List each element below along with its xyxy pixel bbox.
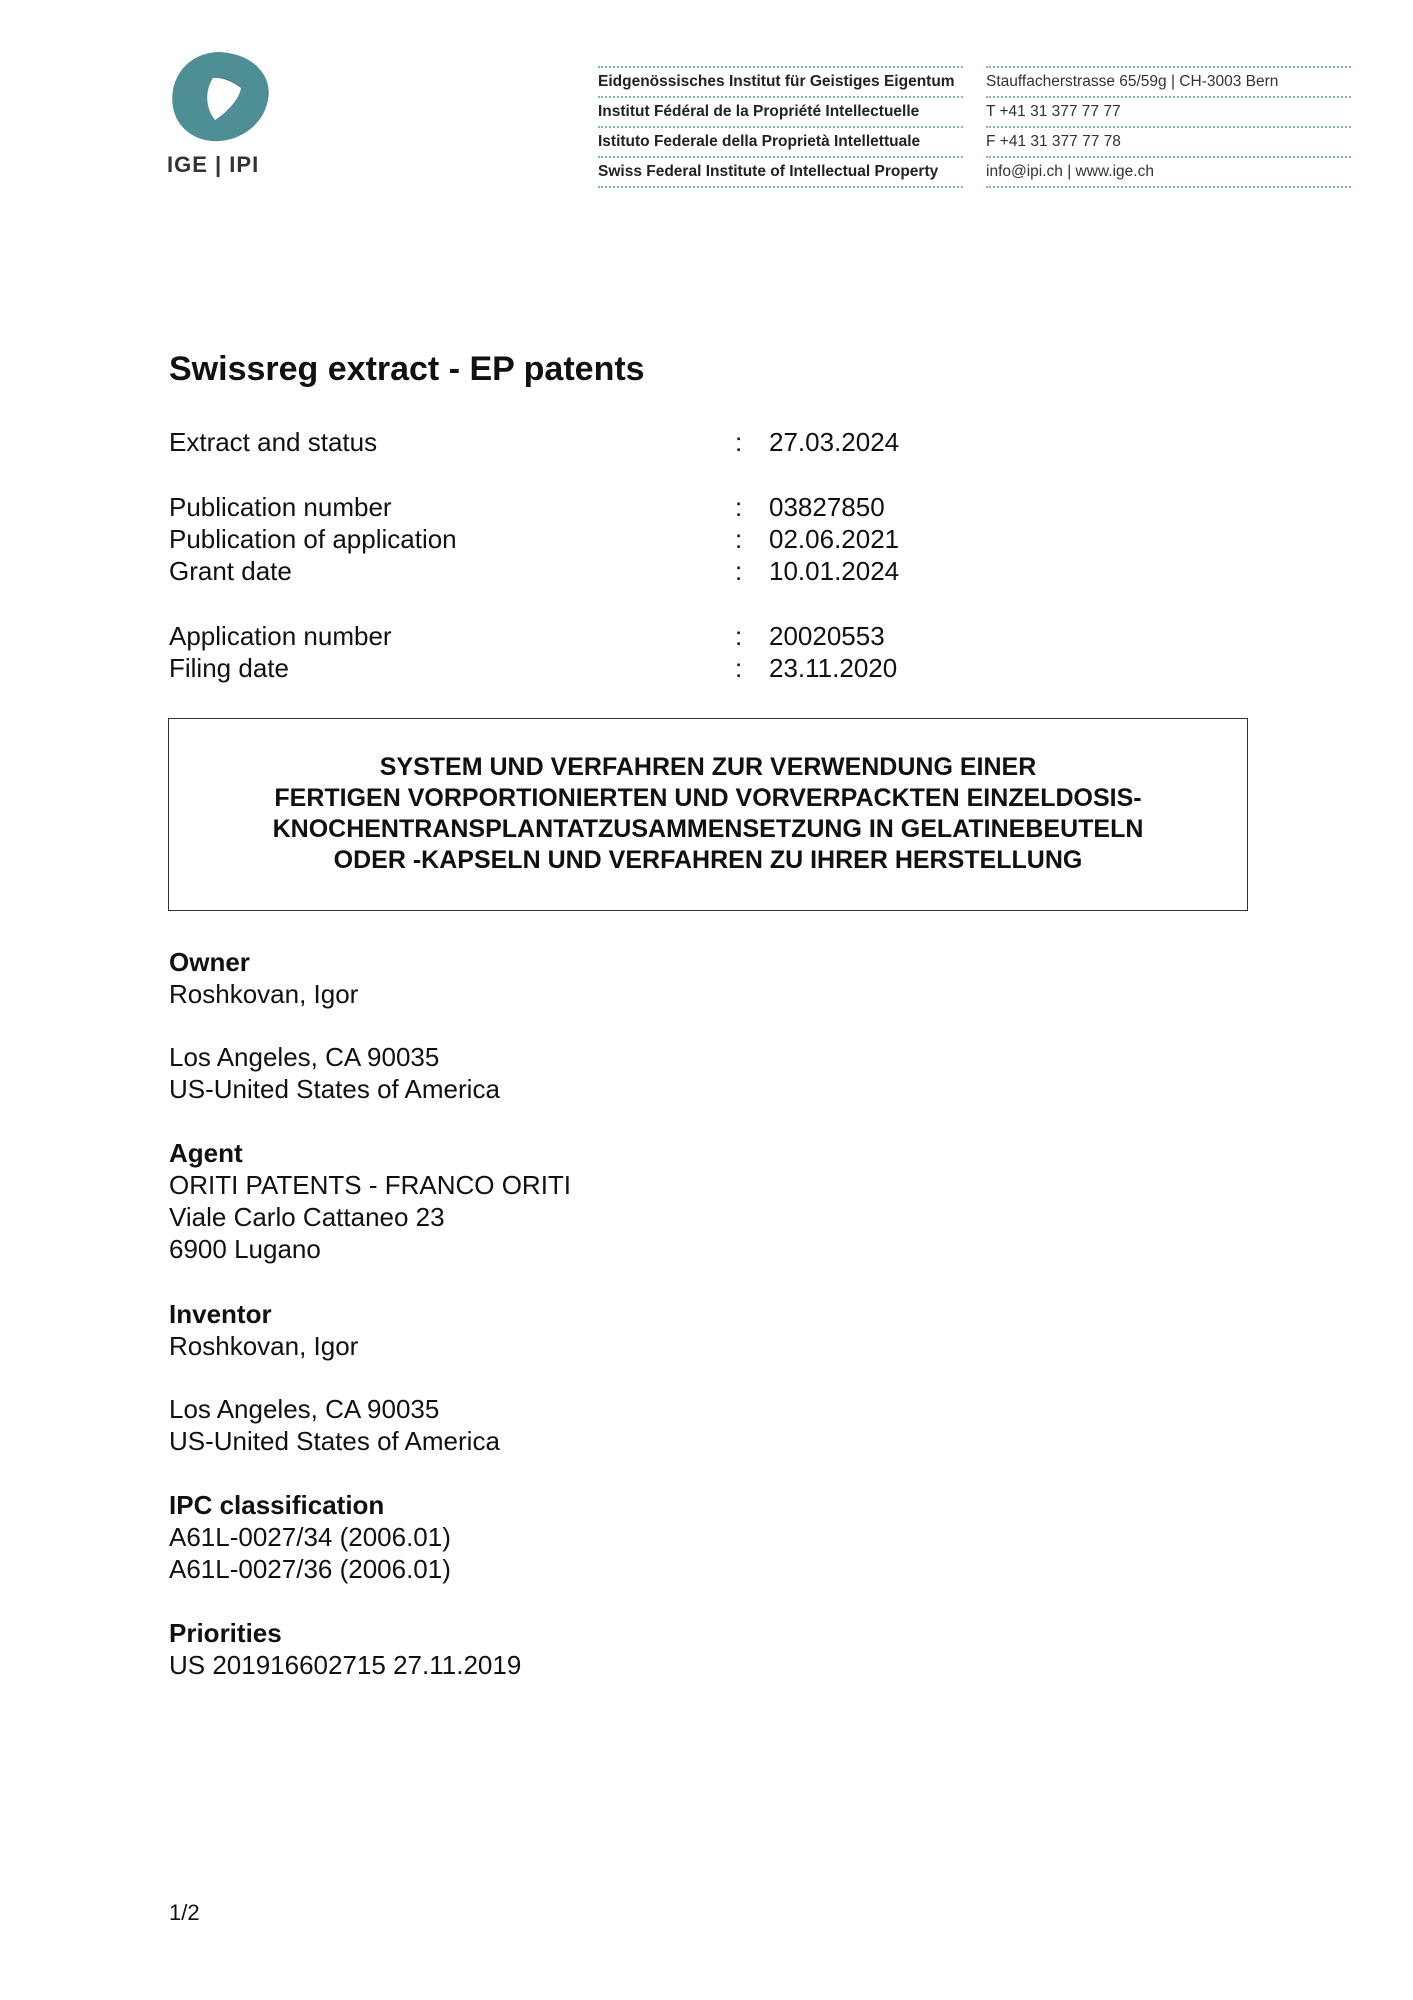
document-title: Swissreg extract - EP patents — [169, 350, 645, 388]
field-colon: : — [735, 427, 743, 457]
agent-city: 6900 Lugano — [169, 1234, 321, 1264]
field-value: 27.03.2024 — [769, 427, 900, 457]
patent-title-line: KNOCHENTRANSPLANTATZUSAMMENSETZUNG IN GELATINEBEUTELN — [272, 815, 1144, 843]
agent-street: Viale Carlo Cattaneo 23 — [169, 1202, 445, 1232]
ipc-item: A61L-0027/36 (2006.01) — [169, 1554, 451, 1584]
patent-title-box — [168, 718, 1248, 911]
priority-item: US 201916602715 27.11.2019 — [169, 1650, 522, 1680]
patent-title-line: SYSTEM UND VERFAHREN ZUR VERWENDUNG EINER — [379, 753, 1037, 781]
owner-country: US-United States of America — [169, 1074, 500, 1104]
owner-name: Roshkovan, Igor — [169, 979, 359, 1009]
field-colon: : — [735, 653, 743, 683]
contact-phone: T +41 31 377 77 77 — [986, 96, 1351, 126]
field-label: Publication of application — [169, 524, 457, 554]
owner-heading: Owner — [169, 947, 250, 977]
contact-address: Stauffacherstrasse 65/59g | CH-3003 Bern — [986, 66, 1351, 96]
inventor-heading: Inventor — [169, 1299, 272, 1329]
field-label: Grant date — [169, 556, 292, 586]
institute-name-fr: Institut Fédéral de la Propriété Intellectuelle — [598, 96, 963, 126]
field-colon: : — [735, 621, 743, 651]
field-label: Publication number — [169, 492, 392, 522]
institute-name-de: Eidgenössisches Institut für Geistiges Eigentum — [598, 66, 963, 96]
field-value: 20020553 — [769, 621, 885, 651]
field-label: Extract and status — [169, 427, 378, 457]
field-colon: : — [735, 524, 743, 554]
logo-text: IGE | IPI — [167, 152, 260, 177]
agent-name: ORITI PATENTS - FRANCO ORITI — [169, 1170, 572, 1200]
field-publication-number — [169, 491, 969, 523]
field-filing-date — [169, 652, 969, 684]
contact-fax: F +41 31 377 77 78 — [986, 126, 1351, 156]
field-grant-date — [169, 555, 969, 587]
field-application-number — [169, 620, 969, 652]
owner-city: Los Angeles, CA 90035 — [169, 1042, 440, 1072]
ipc-heading: IPC classification — [169, 1490, 385, 1520]
page-number: 1/2 — [169, 1900, 200, 1925]
institute-names — [598, 66, 963, 188]
field-colon: : — [735, 492, 743, 522]
priorities-heading: Priorities — [169, 1618, 282, 1648]
agent-heading: Agent — [169, 1138, 243, 1168]
inventor-country: US-United States of America — [169, 1426, 500, 1456]
field-label: Application number — [169, 621, 392, 651]
field-label: Filing date — [169, 653, 289, 683]
field-publication-application — [169, 523, 969, 555]
ige-logo-icon — [167, 50, 273, 148]
field-colon: : — [735, 556, 743, 586]
institute-name-en: Swiss Federal Institute of Intellectual Property — [598, 156, 963, 188]
field-value: 02.06.2021 — [769, 524, 900, 554]
ipc-item: A61L-0027/34 (2006.01) — [169, 1522, 451, 1552]
patent-title-line: FERTIGEN VORPORTIONIERTEN UND VORVERPACKTEN EINZELDOSIS- — [274, 784, 1142, 812]
patent-title-line: ODER -KAPSELN UND VERFAHREN ZU IHRER HERSTELLUNG — [333, 846, 1083, 874]
field-value: 23.11.2020 — [769, 653, 898, 683]
inventor-city: Los Angeles, CA 90035 — [169, 1394, 440, 1424]
institute-contact — [986, 66, 1351, 188]
contact-web: info@ipi.ch | www.ige.ch — [986, 156, 1351, 188]
field-extract-status — [169, 426, 969, 458]
inventor-name: Roshkovan, Igor — [169, 1331, 359, 1361]
field-value: 10.01.2024 — [769, 556, 900, 586]
field-value: 03827850 — [769, 492, 885, 522]
institute-name-it: Istituto Federale della Proprietà Intellettuale — [598, 126, 963, 156]
